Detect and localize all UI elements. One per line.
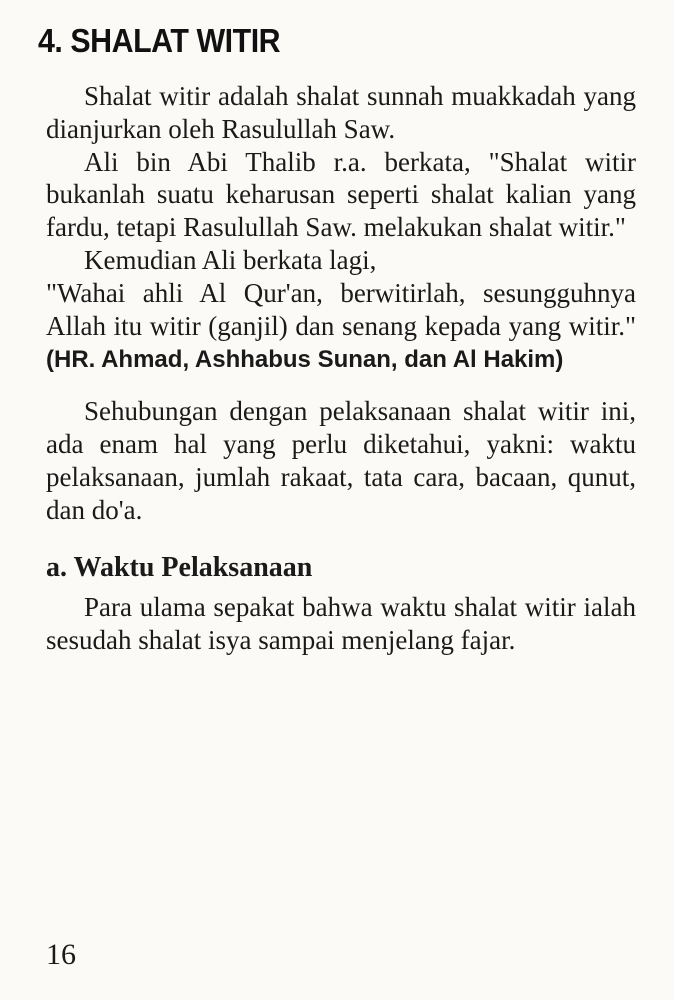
paragraph-ali-quote: Ali bin Abi Thalib r.a. berkata, "Shalat witir bukanlah suatu keharusan seperti shalat kalian yang fardu, tetapi Rasulullah Saw. melakukan shalat witir.": [46, 146, 636, 243]
paragraph-hadith-quote: [46, 277, 636, 377]
hadith-citation: (HR. Ahmad, Ashhabus Sunan, dan Al Hakim): [46, 346, 564, 374]
paragraph-ali-again: Kemudian Ali berkata lagi,: [84, 244, 377, 275]
paragraph-sehubungan: Sehubungan dengan pelaksanaan shalat witir ini, ada enam hal yang perlu diketahui, yakni: waktu pelaksanaan, jumlah rakaat, tata cara, bacaan, qunut, dan do'a.: [46, 396, 636, 525]
chapter-heading: 4. SHALAT WITIR: [38, 22, 281, 59]
hadith-quote-text: "Wahai ahli Al Qur'an, berwitirlah, sesungguhnya Allah itu witir (ganjil) dan senang kepada yang witir.": [46, 277, 636, 341]
page-content: [46, 80, 636, 657]
section-heading-waktu: a. Waktu Pelaksanaan: [46, 552, 313, 584]
paragraph-waktu: Para ulama sepakat bahwa waktu shalat witir ialah sesudah shalat isya sampai menjelang fajar.: [46, 592, 636, 655]
paragraph-intro: Shalat witir adalah shalat sunnah muakkadah yang dianjurkan oleh Rasulullah Saw.: [46, 81, 636, 144]
page-number: 16: [46, 938, 76, 971]
